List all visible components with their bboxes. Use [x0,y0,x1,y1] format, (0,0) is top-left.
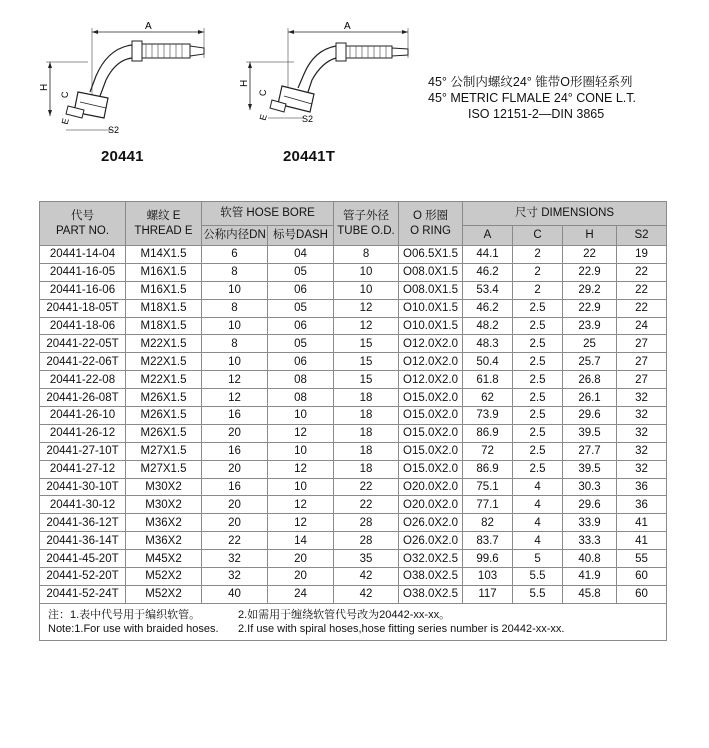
cell-dim-h: 30.3 [563,478,617,496]
spec-table [39,201,667,641]
header-tube-od: 管子外径 TUBE O.D. [334,202,399,246]
cell-thread: M22X1.5 [126,335,202,353]
cell-o-ring: O10.0X1.5 [399,317,463,335]
cell-dim-c: 2.5 [513,335,563,353]
table-row [40,514,667,532]
cell-dim-a: 82 [463,514,513,532]
cell-part-no: 20441-27-12 [40,460,126,478]
cell-dim-s2: 32 [617,389,667,407]
cell-hose-dn: 10 [202,317,268,335]
cell-dim-h: 29.2 [563,281,617,299]
cell-thread: M36X2 [126,514,202,532]
cell-part-no: 20441-27-10T [40,442,126,460]
cell-tube-od: 18 [334,442,399,460]
svg-text:H: H [239,79,250,87]
cell-o-ring: O08.0X1.5 [399,263,463,281]
cell-part-no: 20441-26-08T [40,389,126,407]
cell-hose-dash: 12 [268,514,334,532]
cell-thread: M27X1.5 [126,460,202,478]
cell-tube-od: 28 [334,514,399,532]
table-row [40,532,667,550]
cell-dim-c: 2.5 [513,353,563,371]
cell-dim-s2: 24 [617,317,667,335]
cell-hose-dn: 20 [202,496,268,514]
cell-thread: M22X1.5 [126,371,202,389]
cell-dim-c: 4 [513,496,563,514]
cell-dim-s2: 60 [617,568,667,586]
cell-o-ring: O06.5X1.5 [399,246,463,264]
cell-dim-s2: 22 [617,299,667,317]
svg-text:E: E [257,113,269,122]
header-dim-h: H [563,226,617,246]
cell-thread: M52X2 [126,568,202,586]
cell-thread: M14X1.5 [126,246,202,264]
cell-thread: M52X2 [126,585,202,603]
cell-dim-s2: 60 [617,585,667,603]
cell-part-no: 20441-14-04 [40,246,126,264]
svg-text:A: A [344,21,351,32]
cell-hose-dn: 20 [202,424,268,442]
cell-dim-c: 2 [513,246,563,264]
svg-text:S2: S2 [302,114,314,124]
cell-o-ring: O20.0X2.0 [399,496,463,514]
spec-table-body [40,246,667,604]
cell-hose-dn: 20 [202,460,268,478]
cell-o-ring: O12.0X2.0 [399,353,463,371]
cell-hose-dn: 40 [202,585,268,603]
cell-hose-dn: 8 [202,335,268,353]
table-row [40,389,667,407]
cell-dim-s2: 32 [617,424,667,442]
cell-dim-s2: 36 [617,478,667,496]
cell-part-no: 20441-36-14T [40,532,126,550]
header-dim-a: A [463,226,513,246]
cell-o-ring: O38.0X2.5 [399,585,463,603]
cell-dim-a: 86.9 [463,460,513,478]
cell-dim-s2: 36 [617,496,667,514]
cell-hose-dash: 20 [268,550,334,568]
cell-hose-dn: 32 [202,568,268,586]
cell-dim-s2: 41 [617,532,667,550]
cell-dim-h: 27.7 [563,442,617,460]
cell-dim-h: 29.6 [563,407,617,425]
cell-part-no: 20441-16-06 [40,281,126,299]
cell-o-ring: O26.0X2.0 [399,532,463,550]
table-row [40,246,667,264]
cell-dim-a: 75.1 [463,478,513,496]
cell-tube-od: 18 [334,424,399,442]
cell-dim-s2: 55 [617,550,667,568]
cell-dim-c: 2.5 [513,317,563,335]
cell-hose-dash: 12 [268,496,334,514]
cell-hose-dash: 08 [268,371,334,389]
header-part-no: 代号 PART NO. [40,202,126,246]
cell-part-no: 20441-16-05 [40,263,126,281]
fitting-drawing-20441 [28,18,208,140]
header-hose-bore: 软管 HOSE BORE [202,202,334,226]
fitting-drawing-20441t [238,18,418,140]
cell-tube-od: 35 [334,550,399,568]
cell-hose-dn: 8 [202,299,268,317]
note-en-2: 2.If use with spiral hoses,hose fitting series number is 20442-xx-xx. [238,622,565,635]
cell-dim-s2: 32 [617,442,667,460]
cell-hose-dash: 14 [268,532,334,550]
cell-hose-dash: 24 [268,585,334,603]
cell-part-no: 20441-18-06 [40,317,126,335]
svg-text:H: H [39,83,50,91]
cell-dim-a: 117 [463,585,513,603]
cell-dim-a: 73.9 [463,407,513,425]
header-thread: 螺纹 E THREAD E [126,202,202,246]
cell-dim-h: 39.5 [563,460,617,478]
cell-dim-a: 46.2 [463,299,513,317]
cell-dim-h: 25.7 [563,353,617,371]
cell-dim-a: 72 [463,442,513,460]
product-description [428,74,636,122]
cell-tube-od: 22 [334,496,399,514]
table-row [40,496,667,514]
cell-dim-h: 29.6 [563,496,617,514]
cell-dim-c: 5.5 [513,568,563,586]
cell-hose-dash: 06 [268,281,334,299]
cell-part-no: 20441-30-10T [40,478,126,496]
cell-hose-dash: 05 [268,335,334,353]
cell-part-no: 20441-52-20T [40,568,126,586]
cell-thread: M26X1.5 [126,424,202,442]
description-en: 45° METRIC FLMALE 24° CONE L.T. [428,91,636,105]
cell-part-no: 20441-45-20T [40,550,126,568]
cell-thread: M22X1.5 [126,353,202,371]
cell-dim-s2: 19 [617,246,667,264]
svg-text:E: E [59,117,71,126]
cell-part-no: 20441-22-05T [40,335,126,353]
cell-thread: M26X1.5 [126,407,202,425]
cell-part-no: 20441-52-24T [40,585,126,603]
cell-hose-dash: 12 [268,460,334,478]
cell-dim-c: 2.5 [513,442,563,460]
cell-tube-od: 8 [334,246,399,264]
cell-hose-dn: 16 [202,442,268,460]
cell-o-ring: O26.0X2.0 [399,514,463,532]
cell-hose-dash: 05 [268,299,334,317]
cell-dim-s2: 27 [617,353,667,371]
cell-part-no: 20441-22-08 [40,371,126,389]
cell-dim-c: 2.5 [513,407,563,425]
cell-dim-a: 62 [463,389,513,407]
cell-o-ring: O38.0X2.5 [399,568,463,586]
note-cn-1: 注：1.表中代号用于编织软管。 [48,608,201,621]
table-row [40,317,667,335]
cell-hose-dash: 10 [268,478,334,496]
table-row [40,585,667,603]
cell-o-ring: O15.0X2.0 [399,442,463,460]
cell-dim-a: 50.4 [463,353,513,371]
description-standard: ISO 12151-2—DIN 3865 [468,107,605,121]
cell-dim-s2: 22 [617,263,667,281]
cell-dim-h: 23.9 [563,317,617,335]
cell-tube-od: 12 [334,317,399,335]
cell-part-no: 20441-26-12 [40,424,126,442]
note-en-1: Note:1.For use with braided hoses. [48,622,219,635]
cell-o-ring: O15.0X2.0 [399,424,463,442]
notes [40,603,667,640]
table-row [40,335,667,353]
cell-thread: M30X2 [126,496,202,514]
cell-tube-od: 15 [334,371,399,389]
header-hose-dn: 公称内径DN [202,226,268,246]
cell-dim-a: 99.6 [463,550,513,568]
cell-dim-h: 22.9 [563,263,617,281]
cell-hose-dn: 20 [202,514,268,532]
cell-dim-a: 44.1 [463,246,513,264]
cell-dim-a: 77.1 [463,496,513,514]
cell-dim-s2: 32 [617,460,667,478]
table-row [40,371,667,389]
cell-dim-a: 53.4 [463,281,513,299]
cell-dim-h: 26.8 [563,371,617,389]
table-row [40,442,667,460]
cell-dim-h: 25 [563,335,617,353]
cell-tube-od: 42 [334,568,399,586]
cell-hose-dash: 20 [268,568,334,586]
model-label-20441: 20441 [101,148,144,165]
cell-tube-od: 10 [334,263,399,281]
cell-o-ring: O15.0X2.0 [399,389,463,407]
cell-hose-dn: 16 [202,407,268,425]
cell-hose-dn: 10 [202,281,268,299]
cell-part-no: 20441-30-12 [40,496,126,514]
cell-part-no: 20441-26-10 [40,407,126,425]
table-row [40,550,667,568]
cell-thread: M18X1.5 [126,299,202,317]
table-row [40,299,667,317]
cell-thread: M36X2 [126,532,202,550]
svg-text:C: C [258,89,268,96]
header-o-ring: O 形圈 O RING [399,202,463,246]
dim-a-label: A [145,21,152,32]
cell-dim-a: 83.7 [463,532,513,550]
table-row [40,353,667,371]
cell-dim-c: 2 [513,263,563,281]
cell-thread: M18X1.5 [126,317,202,335]
cell-tube-od: 28 [334,532,399,550]
cell-dim-h: 33.9 [563,514,617,532]
table-row [40,478,667,496]
cell-hose-dn: 6 [202,246,268,264]
table-row [40,424,667,442]
cell-dim-h: 45.8 [563,585,617,603]
cell-dim-c: 2.5 [513,371,563,389]
cell-dim-c: 2.5 [513,299,563,317]
cell-dim-c: 5.5 [513,585,563,603]
cell-hose-dash: 06 [268,353,334,371]
table-row [40,460,667,478]
cell-tube-od: 15 [334,335,399,353]
cell-dim-s2: 27 [617,335,667,353]
cell-dim-a: 48.2 [463,317,513,335]
cell-dim-a: 46.2 [463,263,513,281]
cell-thread: M26X1.5 [126,389,202,407]
cell-dim-h: 22 [563,246,617,264]
cell-hose-dash: 12 [268,424,334,442]
cell-thread: M27X1.5 [126,442,202,460]
cell-hose-dash: 08 [268,389,334,407]
cell-hose-dn: 10 [202,353,268,371]
cell-dim-c: 4 [513,478,563,496]
cell-dim-s2: 22 [617,281,667,299]
cell-o-ring: O12.0X2.0 [399,335,463,353]
svg-text:C: C [60,91,70,98]
cell-o-ring: O32.0X2.5 [399,550,463,568]
table-row [40,263,667,281]
cell-dim-c: 4 [513,514,563,532]
cell-dim-s2: 41 [617,514,667,532]
cell-thread: M16X1.5 [126,263,202,281]
cell-thread: M45X2 [126,550,202,568]
table-row [40,568,667,586]
cell-dim-s2: 27 [617,371,667,389]
cell-hose-dn: 22 [202,532,268,550]
cell-hose-dn: 12 [202,389,268,407]
cell-thread: M30X2 [126,478,202,496]
cell-dim-a: 103 [463,568,513,586]
description-cn: 45° 公制内螺纹24° 锥带O形圈轻系列 [428,75,633,89]
cell-o-ring: O12.0X2.0 [399,371,463,389]
table-row [40,407,667,425]
note-cn-2: 2.如需用于缠绕软管代号改为20442-xx-xx。 [238,608,451,621]
cell-o-ring: O08.0X1.5 [399,281,463,299]
cell-o-ring: O15.0X2.0 [399,407,463,425]
cell-hose-dash: 10 [268,407,334,425]
cell-o-ring: O10.0X1.5 [399,299,463,317]
cell-dim-a: 48.3 [463,335,513,353]
header-dim-s2: S2 [617,226,667,246]
header-dim-c: C [513,226,563,246]
cell-part-no: 20441-18-05T [40,299,126,317]
cell-dim-a: 61.8 [463,371,513,389]
cell-dim-c: 4 [513,532,563,550]
table-row [40,281,667,299]
cell-dim-h: 26.1 [563,389,617,407]
model-label-20441t: 20441T [283,148,336,165]
header-dimensions: 尺寸 DIMENSIONS [463,202,667,226]
cell-tube-od: 18 [334,389,399,407]
cell-tube-od: 12 [334,299,399,317]
cell-dim-a: 86.9 [463,424,513,442]
cell-hose-dash: 05 [268,263,334,281]
cell-tube-od: 42 [334,585,399,603]
cell-o-ring: O20.0X2.0 [399,478,463,496]
cell-hose-dn: 16 [202,478,268,496]
cell-tube-od: 10 [334,281,399,299]
cell-o-ring: O15.0X2.0 [399,460,463,478]
cell-dim-h: 22.9 [563,299,617,317]
cell-tube-od: 18 [334,407,399,425]
cell-tube-od: 15 [334,353,399,371]
cell-dim-h: 40.8 [563,550,617,568]
cell-part-no: 20441-36-12T [40,514,126,532]
cell-dim-h: 33.3 [563,532,617,550]
cell-dim-h: 39.5 [563,424,617,442]
cell-part-no: 20441-22-06T [40,353,126,371]
cell-dim-h: 41.9 [563,568,617,586]
cell-tube-od: 18 [334,460,399,478]
cell-hose-dn: 32 [202,550,268,568]
cell-hose-dash: 04 [268,246,334,264]
header-hose-dash: 标号DASH [268,226,334,246]
cell-thread: M16X1.5 [126,281,202,299]
cell-dim-c: 2.5 [513,389,563,407]
cell-dim-c: 2.5 [513,460,563,478]
cell-hose-dn: 8 [202,263,268,281]
cell-tube-od: 22 [334,478,399,496]
cell-dim-s2: 32 [617,407,667,425]
cell-dim-c: 2.5 [513,424,563,442]
cell-dim-c: 5 [513,550,563,568]
cell-dim-c: 2 [513,281,563,299]
svg-text:S2: S2 [108,125,120,135]
cell-hose-dash: 06 [268,317,334,335]
cell-hose-dash: 10 [268,442,334,460]
cell-hose-dn: 12 [202,371,268,389]
